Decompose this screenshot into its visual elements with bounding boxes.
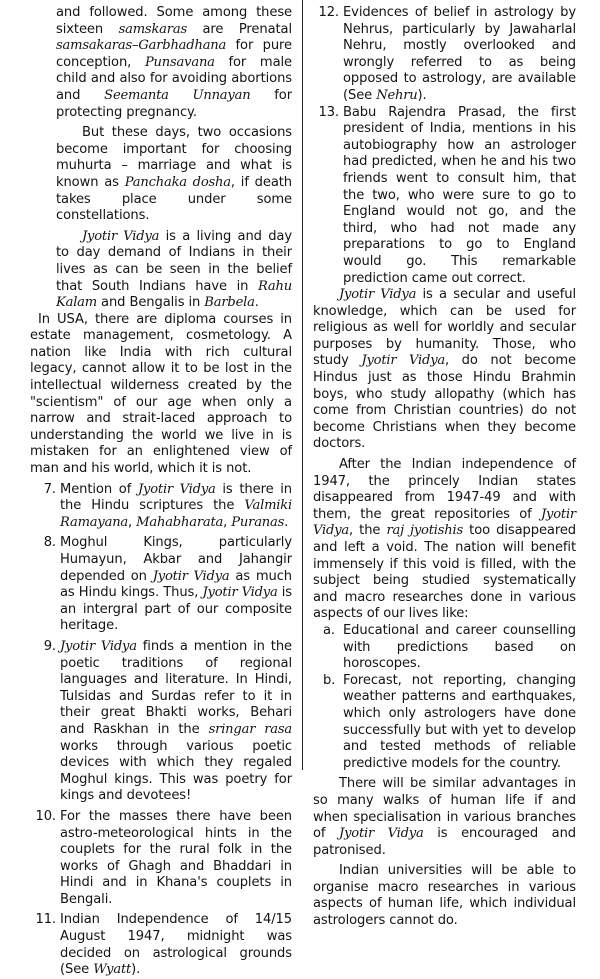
left-continued-paragraph: and followed. Some among these sixteen samskaras are Prenatal samsakaras–Garbhadhana for pure conception, Punsavana for male child and also for avoiding abortions and Seemanta Unnayan for protecting pregnancy. (56, 5, 292, 120)
right-numbered-list (313, 5, 576, 287)
list-item-text: Evidences of belief in astrology by Nehrus, particularly by Jawaharlal Nehru, mostly overlooked and wrongly referred to as being opposed to astrology, are available (See Nehru). (343, 5, 576, 103)
italic-term: Barbela (204, 295, 255, 311)
italic-term: Jyotir Vidya (361, 353, 445, 369)
numbered-list-item (30, 482, 292, 532)
italic-term: Jyotir Vidya (60, 638, 137, 654)
right-paragraph-secular: Jyotir Vidya is a secular and useful knowledge, which can be used for religious as well for worldly and secular purposes by humanity. Those, who study Jyotir Vidya, do not become Hindus just as those Hindu Brahmin boys, who study allopathy (which has come from Christian countries) do not become Christians when they become doctors. (313, 287, 577, 452)
lettered-list-item (313, 623, 576, 673)
italic-term: Wyatt (93, 962, 132, 978)
right-paragraph-universities: Indian universities will be able to organise macro researches in various aspects of human life, which individual astrologers cannot do. (313, 863, 576, 929)
column-divider (302, 0, 303, 770)
italic-term: Jyotir Vidya (202, 585, 278, 601)
italic-term: Jyotir Vidya (339, 826, 424, 842)
right-paragraph-specialisation: There will be similar advantages in so many walks of human life if and when specialisation in various branches of Jyotir Vidya is encouraged and patronised. (313, 776, 577, 858)
italic-term: Puranas (231, 514, 285, 530)
italic-term: Valmiki Ramayana (60, 498, 292, 530)
left-numbered-list (30, 482, 292, 979)
italic-term: Mahabharata (136, 514, 224, 530)
list-number: 7. (43, 481, 56, 497)
list-number: b. (323, 672, 336, 688)
left-paragraph-muhurta: But these days, two occasions become important for choosing muhurta – marriage and what is known as Panchaka dosha, if death takes place under some constellations. (56, 125, 292, 224)
list-item-text: For the masses there have been astro-meteorological hints in the couplets for the rural folk in the works of Ghagh and Bhaddari in Hindi and in Khana's couplets in Bengali. (60, 808, 292, 907)
italic-term: samskaras (118, 21, 187, 37)
italic-term: Jyotir Vidya (82, 228, 160, 244)
numbered-list-item (30, 535, 292, 635)
list-number: 12. (318, 5, 339, 20)
left-paragraph-usa: In USA, there are diploma courses in estate management, cosmetology. A nation like India with rich cultural legacy, cannot allow it to be lost in the intellectual wilderness created by the "scientism" of our age when only a narrow and strait-laced approach to understanding the world we live in is mistaken for an enlightened view of man and his world, which it is not. (30, 311, 292, 477)
list-number: 10. (35, 808, 56, 824)
italic-term: Jyotir Vidya (137, 481, 216, 497)
italic-term: Jyotir Vidya (313, 506, 576, 539)
numbered-list-item (30, 912, 292, 978)
list-item-text: Educational and career counselling with predictions based on horoscopes. (343, 622, 576, 672)
list-number: 8. (43, 535, 56, 551)
numbered-list-item (313, 105, 576, 288)
list-item-text: Forecast, not reporting, changing weather patterns and earthquakes, which only astrologers have done successfully but with yet to develop and tested methods of reliable predictive models for the country. (343, 672, 576, 771)
italic-term: raj jyotishis (386, 523, 464, 539)
italic-term: samsakaras–Garbhadhana (56, 38, 227, 54)
numbered-list-item (313, 5, 576, 105)
italic-term: Rahu Kalam (56, 278, 292, 311)
left-column (30, 5, 292, 979)
right-paragraph-independence: After the Indian independence of 1947, the princely Indian states disappeared from 1947-49 and with them, the great repositories of Jyotir Vidya, the raj jyotishis too disappeared and left a void. The nation will benefit immensely if this void is filled, with the subject being studied systematically and macro researches done in various aspects of our lives like: (313, 457, 576, 622)
list-item-text: Babu Rajendra Prasad, the first president of India, mentions in his autobiography how an astrologer had predicted, when he and his two friends went to consult him, that the two, who were sure to go to England would not go, and the third, who had not made any preparations to go to England would go. This remarkable prediction came out correct. (343, 104, 576, 286)
lettered-list-item (313, 673, 576, 773)
list-item-text: Mention of Jyotir Vidya is there in the Hindu scriptures the Valmiki Ramayana, Mahabharata, Puranas. (60, 481, 293, 530)
italic-term: Panchaka dosha (124, 174, 231, 190)
list-number: 13. (318, 104, 339, 120)
numbered-list-item (30, 809, 292, 909)
list-item-text: Moghul Kings, particularly Humayun, Akbar and Jahangir depended on Jyotir Vidya as much as Hindu kings. Thus, Jyotir Vidya is an intergral part of our composite heritage. (60, 535, 293, 634)
italic-term: Nehru (376, 87, 418, 103)
italic-term: Jyotir Vidya (339, 287, 417, 303)
left-paragraph-jyotir-vidya: Jyotir Vidya is a living and day to day demand of Indians in their lives as can be seen in the belief that South Indians have in Rahu Kalam and Bengalis in Barbela. (56, 228, 293, 311)
italic-term: sringar rasa (208, 721, 292, 737)
italic-term: Jyotir Vidya (152, 568, 230, 584)
right-lettered-list (313, 623, 576, 772)
list-item-text: Jyotir Vidya finds a mention in the poetic traditions of regional languages and literature. In Hindi, Tulsidas and Surdas refer to it in their great Bhakti works, Behari and Raskhan in the sringar rasa works through various poetic devices with which they regaled Moghul kings. This was poetry for kings and devotees! (60, 638, 292, 804)
list-number: 11. (35, 912, 56, 928)
italic-term: Seemanta Unnayan (104, 87, 251, 103)
numbered-list-item (30, 639, 292, 805)
italic-term: Punsavana (144, 54, 215, 70)
list-number: 9. (43, 638, 56, 654)
right-column (313, 5, 576, 930)
list-number: a. (323, 622, 335, 638)
list-item-text: Indian Independence of 14/15 August 1947, midnight was decided on astrological grounds (See Wyatt). (60, 912, 292, 978)
